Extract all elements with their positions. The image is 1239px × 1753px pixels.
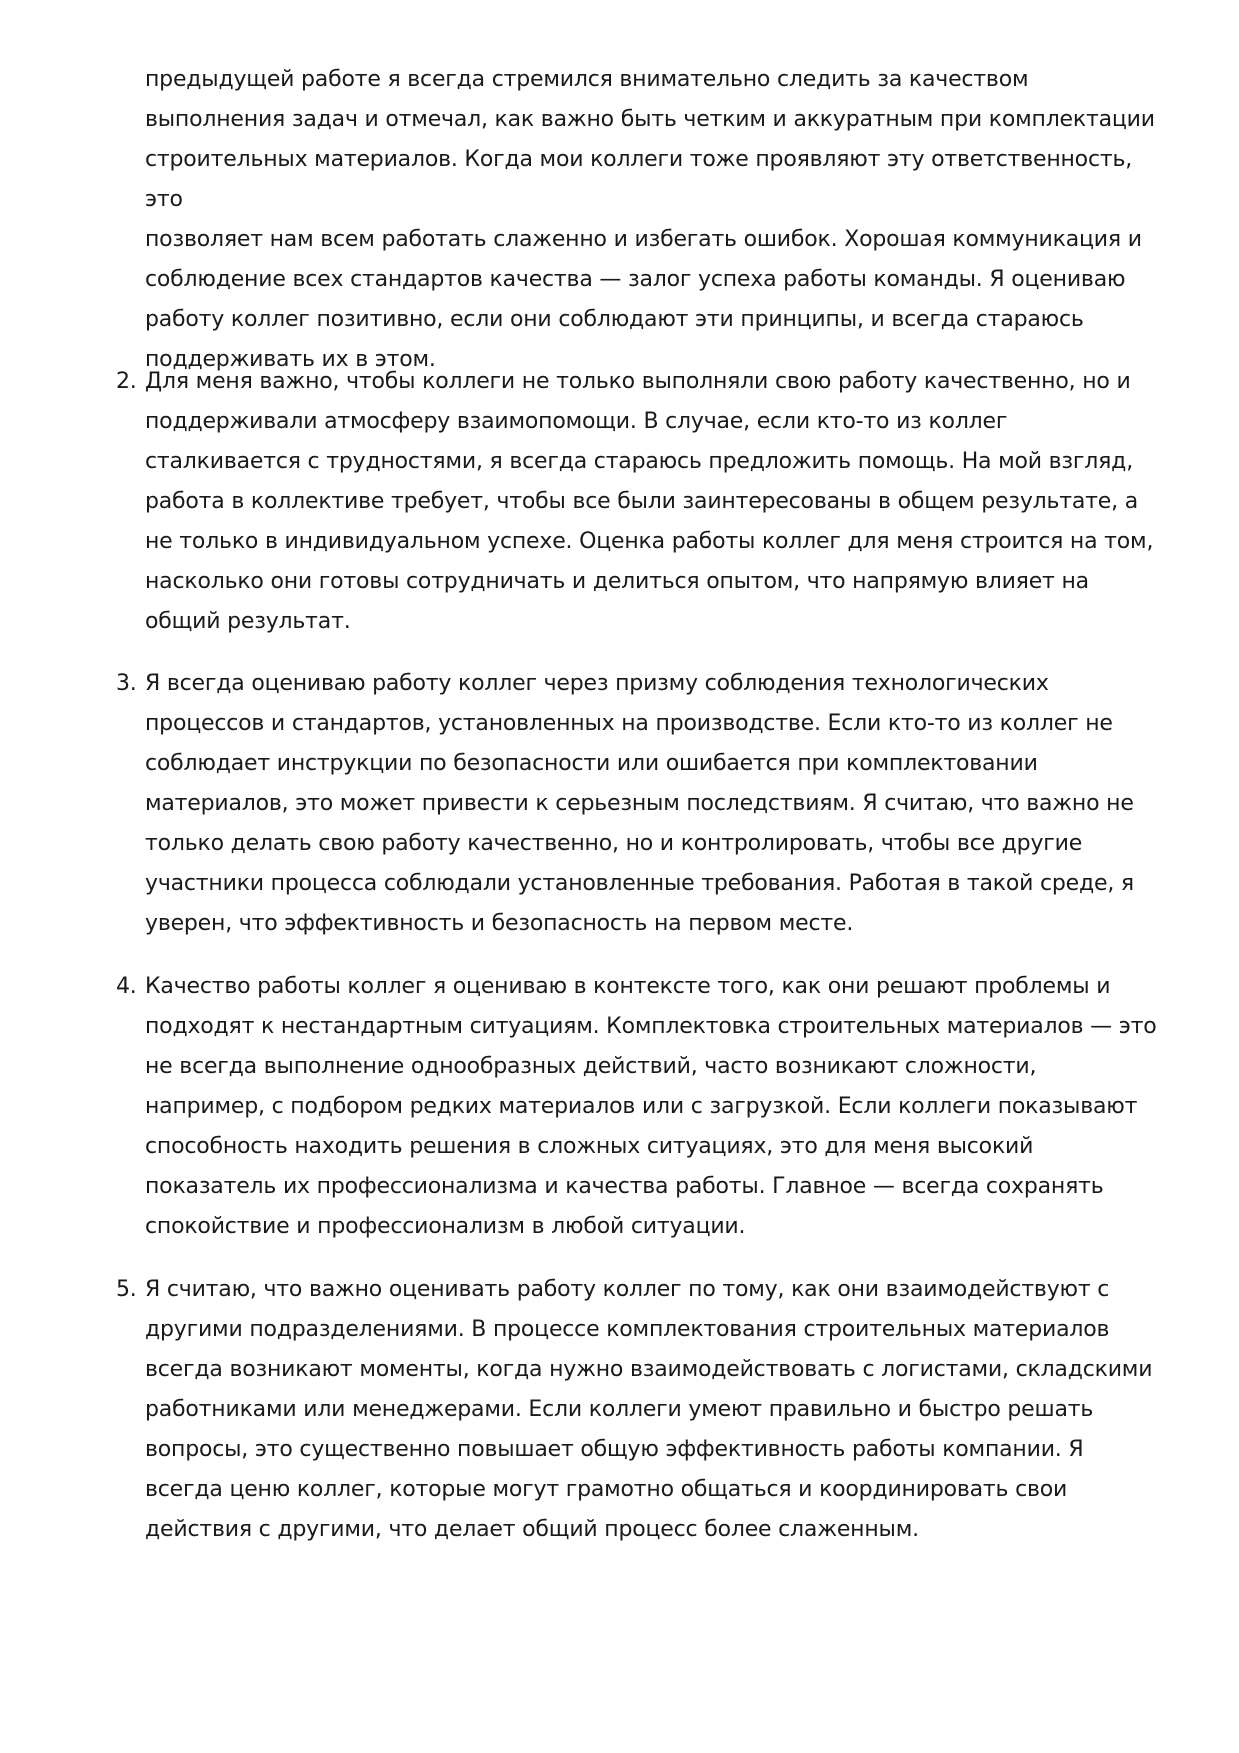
text-line: сталкивается с трудностями, я всегда стараюсь предложить помощь. На мой взгляд, (145, 449, 1133, 474)
list-item-4 (116, 967, 1165, 1247)
text-line: не только в индивидуальном успехе. Оценка работы коллег для меня строится на том, (145, 529, 1154, 554)
text-line: общий результат. (145, 609, 351, 634)
text-line: насколько они готовы сотрудничать и делиться опытом, что напрямую влияет на (145, 569, 1089, 594)
text-line: всегда возникают моменты, когда нужно взаимодействовать с логистами, складскими (145, 1357, 1153, 1382)
list-item-5 (116, 1270, 1165, 1550)
text-line: показатель их профессионализма и качества работы. Главное — всегда сохранять (145, 1174, 1104, 1199)
list-number: 5. (116, 1277, 137, 1302)
text-line: предыдущей работе я всегда стремился внимательно следить за качеством (145, 67, 1029, 92)
text-line: всегда ценю коллег, которые могут грамотно общаться и координировать свои (145, 1477, 1068, 1502)
text-line: способность находить решения в сложных ситуациях, это для меня высокий (145, 1134, 1034, 1159)
text-line: Качество работы коллег я оцениваю в контексте того, как они решают проблемы и (145, 974, 1111, 999)
text-line: поддерживать их в этом. (145, 347, 436, 372)
text-line: спокойствие и профессионализм в любой ситуации. (145, 1214, 746, 1239)
list-number: 2. (116, 369, 137, 394)
text-line: строительных материалов. Когда мои коллеги тоже проявляют эту ответственность, это (145, 147, 1133, 212)
text-line: например, с подбором редких материалов или с загрузкой. Если коллеги показывают (145, 1094, 1138, 1119)
text-line: материалов, это может привести к серьезным последствиям. Я считаю, что важно не (145, 791, 1134, 816)
text-line: соблюдает инструкции по безопасности или ошибается при комплектовании (145, 751, 1038, 776)
text-line: подходят к нестандартным ситуациям. Комплектовка строительных материалов — это (145, 1014, 1157, 1039)
text-line: другими подразделениями. В процессе комплектования строительных материалов (145, 1317, 1110, 1342)
text-line: работниками или менеджерами. Если коллеги умеют правильно и быстро решать (145, 1397, 1094, 1422)
list-item-2 (116, 362, 1165, 642)
continuation-paragraph (145, 60, 1165, 380)
text-line: процессов и стандартов, установленных на производстве. Если кто-то из коллег не (145, 711, 1113, 736)
text-line: работа в коллективе требует, чтобы все были заинтересованы в общем результате, а (145, 489, 1139, 514)
text-line: действия с другими, что делает общий процесс более слаженным. (145, 1517, 919, 1542)
list-number: 3. (116, 671, 137, 696)
text-line: позволяет нам всем работать слаженно и избегать ошибок. Хорошая коммуникация и (145, 227, 1142, 252)
text-line: работу коллег позитивно, если они соблюдают эти принципы, и всегда стараюсь (145, 307, 1084, 332)
text-line: не всегда выполнение однообразных действий, часто возникают сложности, (145, 1054, 1037, 1079)
text-line: только делать свою работу качественно, но и контролировать, чтобы все другие (145, 831, 1083, 856)
list-number: 4. (116, 974, 137, 999)
list-item-3 (116, 664, 1165, 944)
text-line: вопросы, это существенно повышает общую эффективность работы компании. Я (145, 1437, 1084, 1462)
text-line: Я всегда оцениваю работу коллег через призму соблюдения технологических (145, 671, 1049, 696)
text-line: Для меня важно, чтобы коллеги не только выполняли свою работу качественно, но и (145, 369, 1131, 394)
text-line: поддерживали атмосферу взаимопомощи. В случае, если кто-то из коллег (145, 409, 1008, 434)
text-line: соблюдение всех стандартов качества — залог успеха работы команды. Я оцениваю (145, 267, 1126, 292)
text-line: Я считаю, что важно оценивать работу коллег по тому, как они взаимодействуют с (145, 1277, 1110, 1302)
text-line: выполнения задач и отмечал, как важно быть четким и аккуратным при комплектации (145, 107, 1155, 132)
text-line: участники процесса соблюдали установленные требования. Работая в такой среде, я (145, 871, 1134, 896)
text-line: уверен, что эффективность и безопасность на первом месте. (145, 911, 854, 936)
